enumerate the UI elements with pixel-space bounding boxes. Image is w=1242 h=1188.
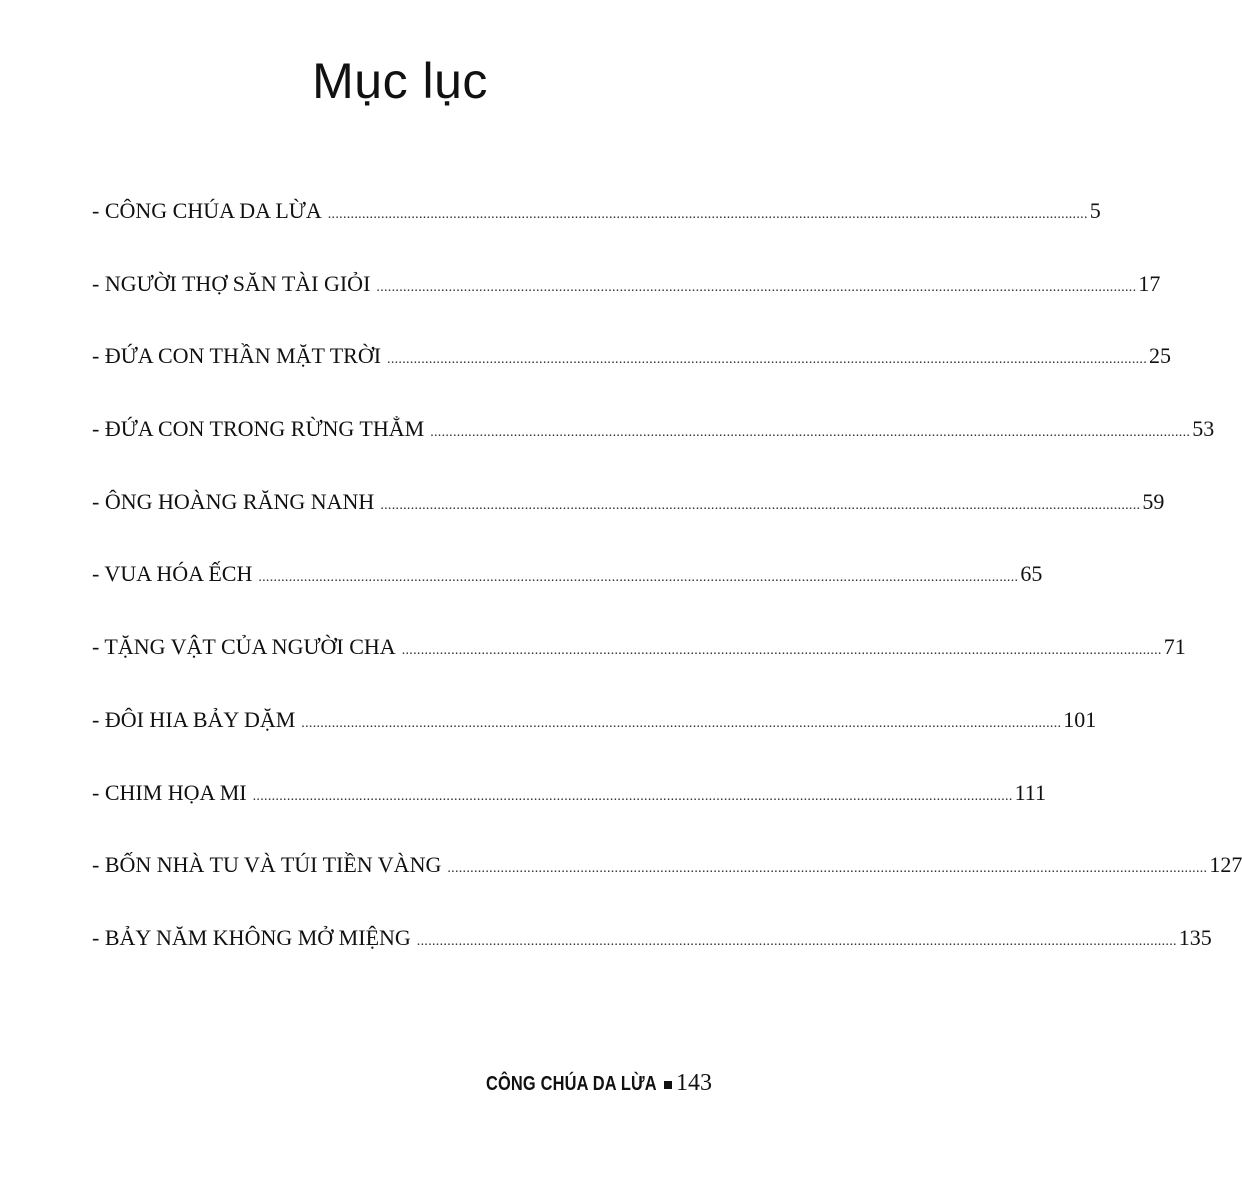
toc-entry-title: - BỐN NHÀ TU VÀ TÚI TIỀN VÀNG xyxy=(92,852,442,878)
toc-entry-page: 59 xyxy=(1142,488,1165,514)
toc-entry xyxy=(92,343,1172,416)
toc-entry-page: 101 xyxy=(1063,706,1097,732)
toc-entry xyxy=(92,924,1212,998)
square-bullet-icon xyxy=(664,1081,672,1089)
dot-leader: ........................................................................................................................................................................................................ xyxy=(301,715,1062,731)
dot-leader: ........................................................................................................................................................................................................ xyxy=(430,425,1191,441)
toc-entry-page: 5 xyxy=(1089,198,1101,223)
toc-entry xyxy=(92,416,1215,489)
toc-entry-page: 65 xyxy=(1020,561,1043,587)
toc-entry-title: - TẶNG VẬT CỦA NGƯỜI CHA xyxy=(92,634,396,660)
footer-page-number: 143 xyxy=(676,1070,712,1096)
toc-entry-page: 135 xyxy=(1178,924,1212,950)
dot-leader: ........................................................................................................................................................................................................ xyxy=(252,788,1013,804)
toc-entry-page: 127 xyxy=(1209,852,1242,878)
toc-entry-page: 111 xyxy=(1014,779,1046,805)
toc-entry-page: 25 xyxy=(1149,343,1172,369)
dot-leader: ........................................................................................................................................................................................................ xyxy=(327,207,1088,222)
toc-entry-page: 17 xyxy=(1138,270,1161,296)
toc-entry xyxy=(92,706,1097,780)
toc-entry xyxy=(92,634,1186,707)
footer-book-title: CÔNG CHÚA DA LỪA xyxy=(486,1073,657,1095)
toc-entry-title: - NGƯỜI THỢ SĂN TÀI GIỎI xyxy=(92,270,371,296)
toc-entry-title: - ÔNG HOÀNG RĂNG NANH xyxy=(92,488,375,514)
dot-leader: ........................................................................................................................................................................................................ xyxy=(387,352,1148,368)
toc-entry-title: - VUA HÓA ẾCH xyxy=(92,561,253,587)
toc-entry xyxy=(92,198,1101,271)
toc-entry-page: 53 xyxy=(1192,416,1215,442)
dot-leader: ........................................................................................................................................................................................................ xyxy=(401,643,1162,659)
dot-leader: ........................................................................................................................................................................................................ xyxy=(447,861,1208,877)
toc-entry-title: - CÔNG CHÚA DA LỪA xyxy=(92,198,322,223)
dot-leader: ........................................................................................................................................................................................................ xyxy=(380,497,1141,513)
toc-entry-title: - CHIM HỌA MI xyxy=(92,779,247,805)
toc-entry-title: - ĐÔI HIA BẢY DẶM xyxy=(92,706,296,732)
dot-leader: ........................................................................................................................................................................................................ xyxy=(376,279,1137,295)
toc-entry xyxy=(92,488,1165,562)
toc-entry xyxy=(92,270,1161,344)
toc-entry xyxy=(92,852,1242,925)
toc-entry-title: - ĐỨA CON THẦN MẶT TRỜI xyxy=(92,343,382,369)
toc-entry-page: 71 xyxy=(1163,634,1186,660)
table-of-contents xyxy=(92,198,1242,998)
dot-leader: ........................................................................................................................................................................................................ xyxy=(258,570,1019,586)
dot-leader: ........................................................................................................................................................................................................ xyxy=(416,933,1177,949)
toc-entry xyxy=(92,561,1043,634)
page-title: Mục lục xyxy=(312,53,488,109)
toc-entry-title: - BẢY NĂM KHÔNG MỞ MIỆNG xyxy=(92,924,411,950)
toc-entry xyxy=(92,779,1046,853)
running-footer xyxy=(486,1070,726,1110)
toc-entry-title: - ĐỨA CON TRONG RỪNG THẲM xyxy=(92,416,425,442)
